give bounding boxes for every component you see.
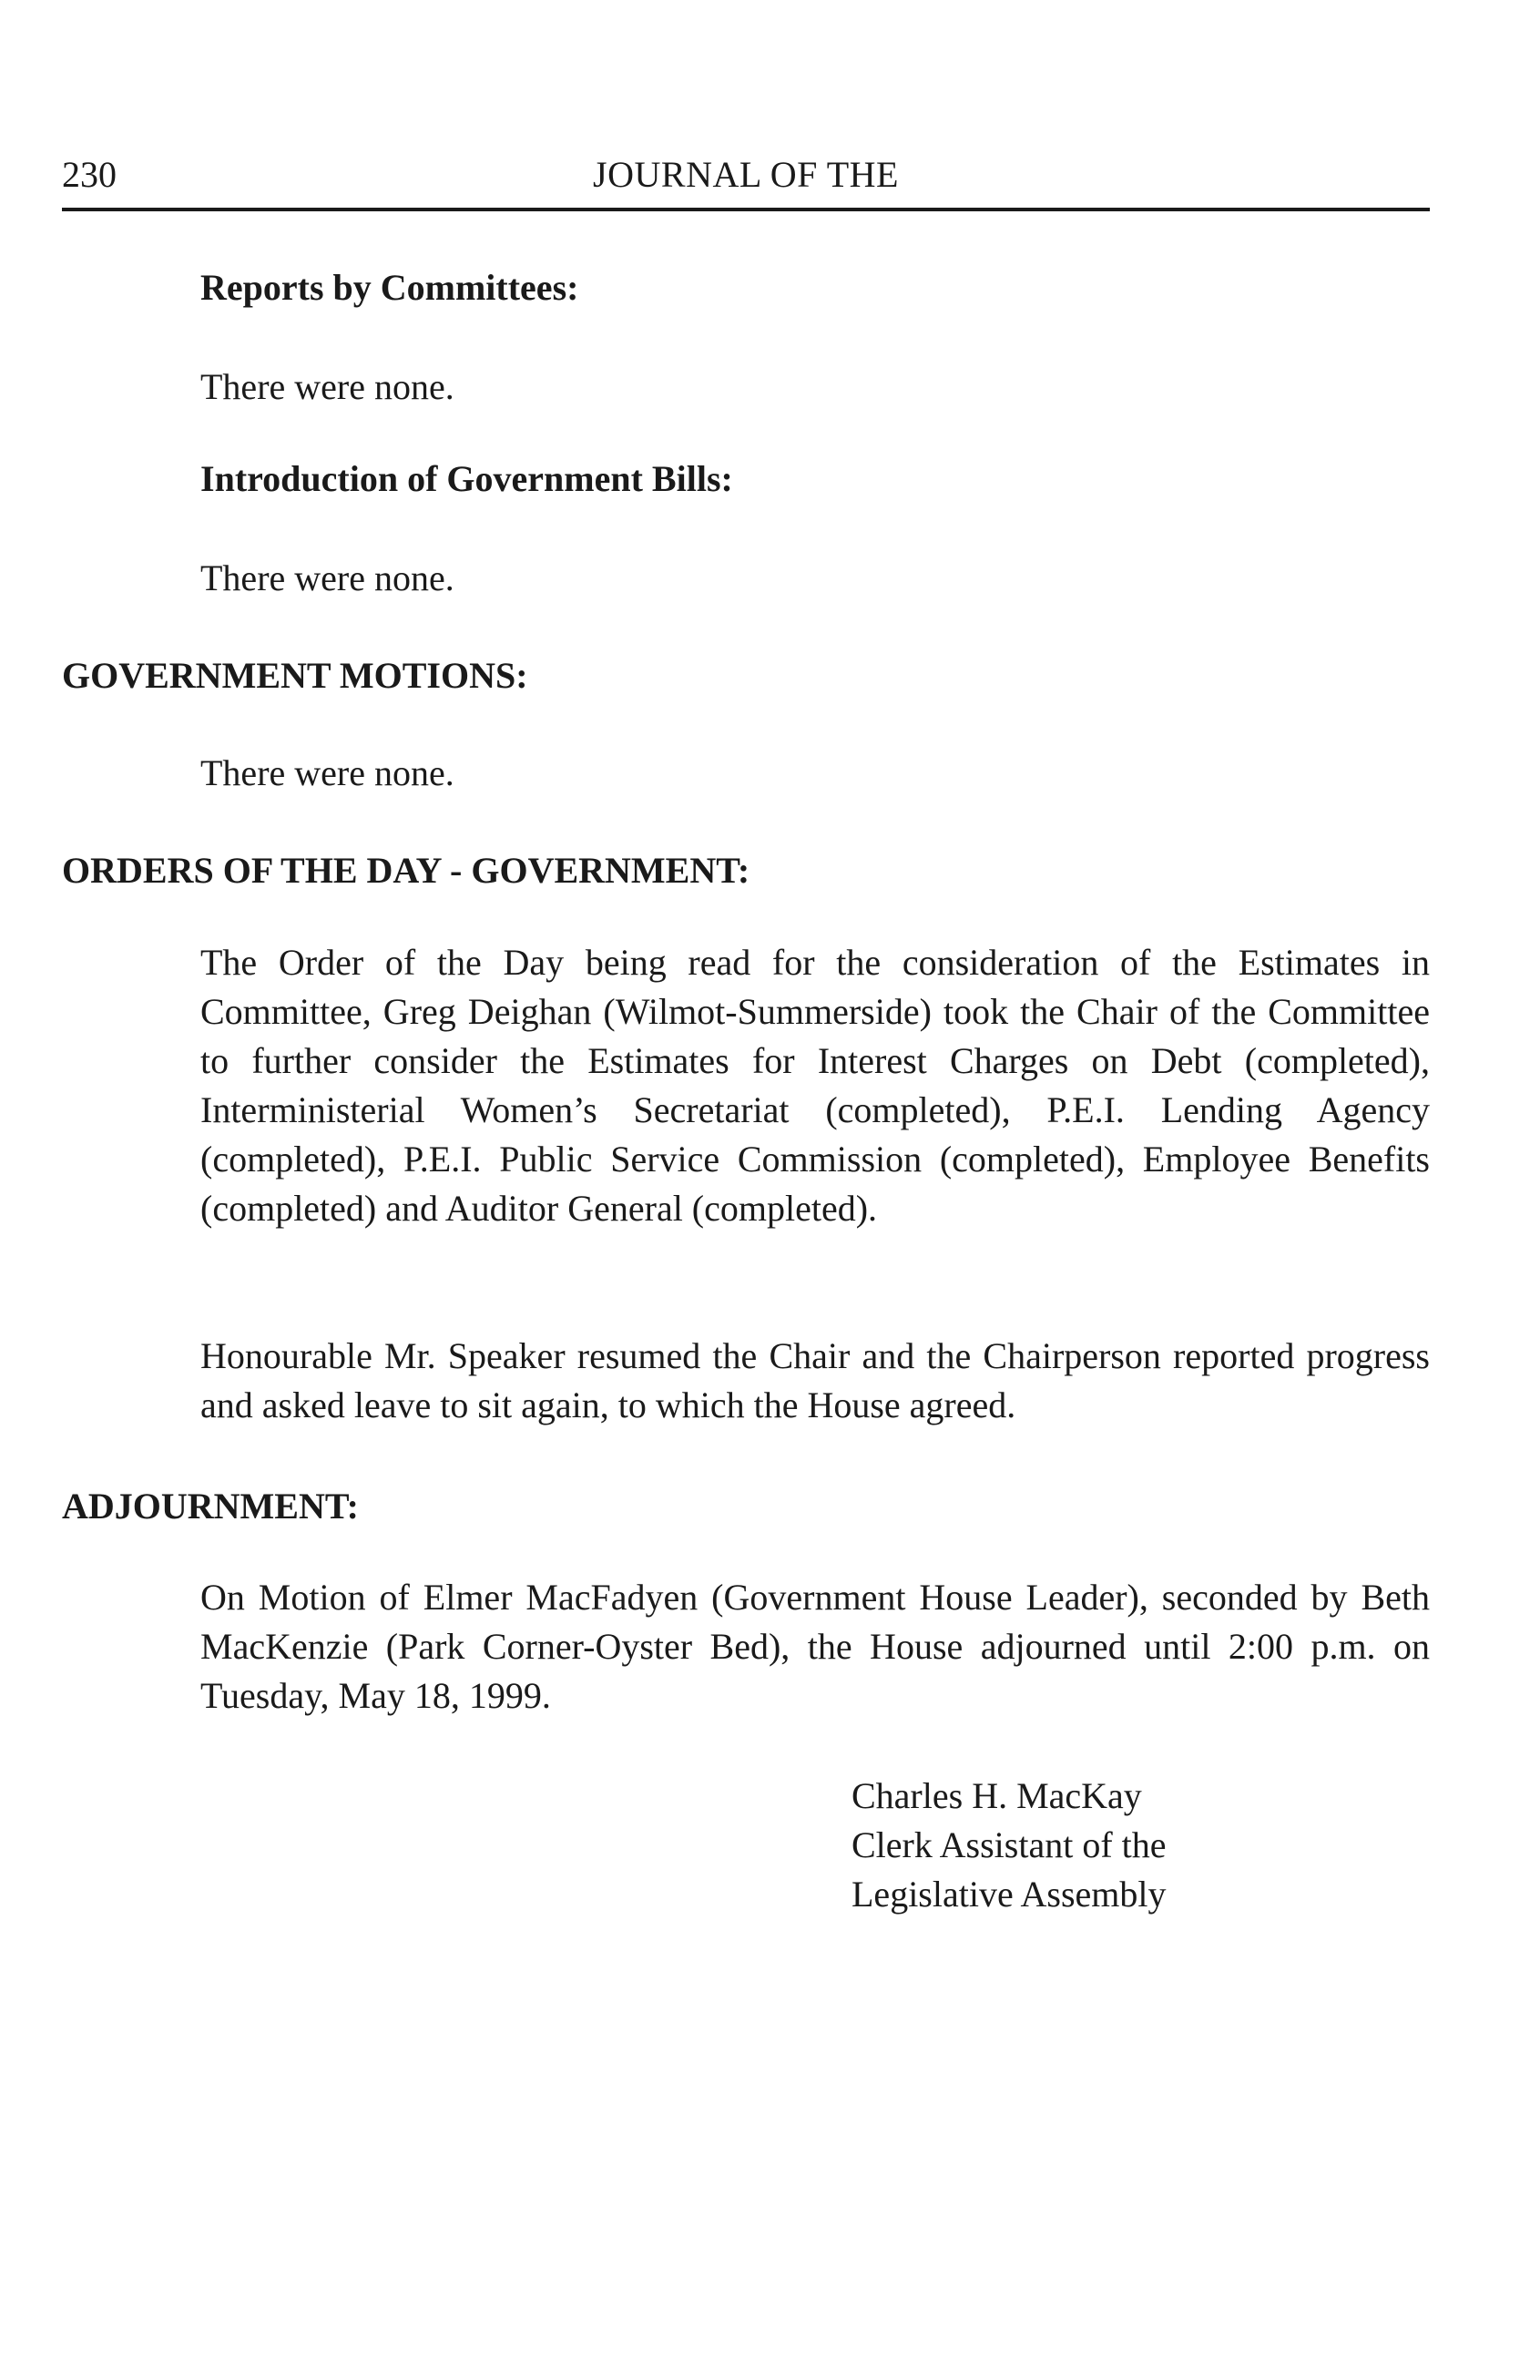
signature-title-line-1: Clerk Assistant of the bbox=[852, 1824, 1167, 1865]
section-text-government-motions: There were none. bbox=[200, 752, 454, 793]
section-heading-reports-by-committees: Reports by Committees: bbox=[200, 267, 579, 308]
signature-title-line-2: Legislative Assembly bbox=[852, 1874, 1167, 1915]
section-heading-government-motions: GOVERNMENT MOTIONS: bbox=[62, 655, 528, 696]
orders-of-the-day-paragraph-2: Honourable Mr. Speaker resumed the Chair and the Chairperson reported progress and asked leave to sit again, to which the House agreed. bbox=[200, 1335, 1430, 1425]
section-text-reports-by-committees: There were none. bbox=[200, 366, 454, 407]
section-heading-adjournment: ADJOURNMENT: bbox=[62, 1486, 359, 1527]
section-text-introduction-of-government-bills: There were none. bbox=[200, 557, 454, 598]
orders-of-the-day-paragraph-1: The Order of the Day being read for the consideration of the Estimates in Committee, Greg Deighan (Wilmot-Summerside) took the Chair of the Committee to further consider the Estimates for Interest Charges on Debt (completed), Interministerial Women’s Secretariat (completed), P.E.I. Lending Agency (completed), P.E.I. Public Service Commission (completed), Employee Benefits (completed) and Auditor General (completed). bbox=[200, 942, 1430, 1229]
page-number: 230 bbox=[62, 154, 117, 195]
signature-name: Charles H. MacKay bbox=[852, 1775, 1142, 1816]
adjournment-paragraph: On Motion of Elmer MacFadyen (Government House Leader), seconded by Beth MacKenzie (Park Corner-Oyster Bed), the House adjourned until 2:00 p.m. on Tuesday, May 18, 1999. bbox=[200, 1577, 1430, 1716]
section-heading-orders-of-the-day: ORDERS OF THE DAY - GOVERNMENT: bbox=[62, 850, 750, 891]
running-head bbox=[62, 153, 1430, 211]
signature-block bbox=[852, 1772, 1167, 1919]
journal-title: JOURNAL OF THE bbox=[593, 154, 899, 195]
section-heading-introduction-of-government-bills: Introduction of Government Bills: bbox=[200, 458, 733, 499]
